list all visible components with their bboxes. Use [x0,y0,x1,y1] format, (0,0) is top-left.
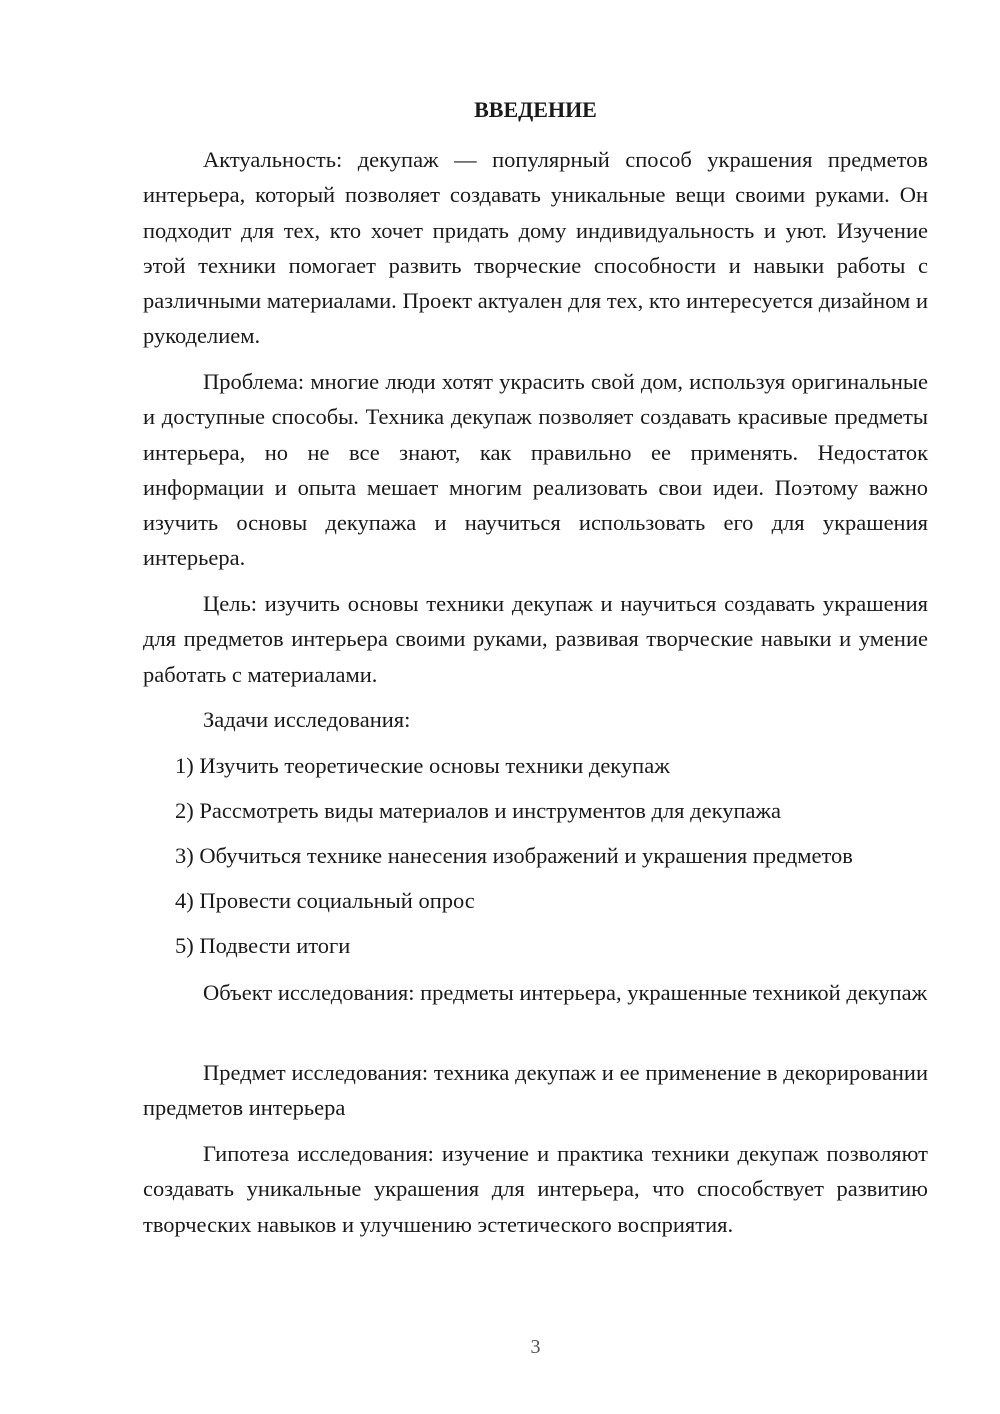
paragraph-relevance: Актуальность: декупаж — популярный способ украшения предметов интерьера, который позволяет создавать уникальные вещи своими руками. Он подходит для тех, кто хочет придать дому индивидуальность и уют. Изучение этой техники помогает развить творческие способности и навыки работы с различными материалами. Проект актуален для тех, кто интересуется дизайном и рукоделием. [143,147,928,349]
task-item: 4) Провести социальный опрос [175,888,475,913]
page-number: 3 [530,1336,541,1358]
page-title: ВВЕДЕНИЕ [474,97,597,122]
paragraph-object: Объект исследования: предметы интерьера, украшенные техникой декупаж [203,980,928,1005]
task-item: 2) Рассмотреть виды материалов и инструментов для декупажа [175,798,782,823]
task-item: 1) Изучить теоретические основы техники декупаж [175,753,670,778]
paragraph-hypothesis: Гипотеза исследования: изучение и практика техники декупаж позволяют создавать уникальные украшения для интерьера, что способствует развитию творческих навыков и улучшению эстетического восприятия. [143,1141,928,1237]
paragraph-goal: Цель: изучить основы техники декупаж и научиться создавать украшения для предметов интерьера своими руками, развивая творческие навыки и умение работать с материалами. [143,591,928,687]
task-item: 3) Обучиться технике нанесения изображений и украшения предметов [175,843,853,868]
tasks-heading: Задачи исследования: [203,707,411,732]
task-item: 5) Подвести итоги [175,933,351,958]
paragraph-subject: Предмет исследования: техника декупаж и ее применение в декорировании предметов интерьера [143,1060,928,1121]
document-page [143,0,928,1414]
paragraph-problem: Проблема: многие люди хотят украсить свой дом, используя оригинальные и доступные способы. Техника декупаж позволяет создавать красивые предметы интерьера, но не все знают, как правильно ее применять. Недостаток информации и опыта мешает многим реализовать свои идеи. Поэтому важно изучить основы декупажа и научиться использовать его для украшения интерьера. [143,369,928,571]
